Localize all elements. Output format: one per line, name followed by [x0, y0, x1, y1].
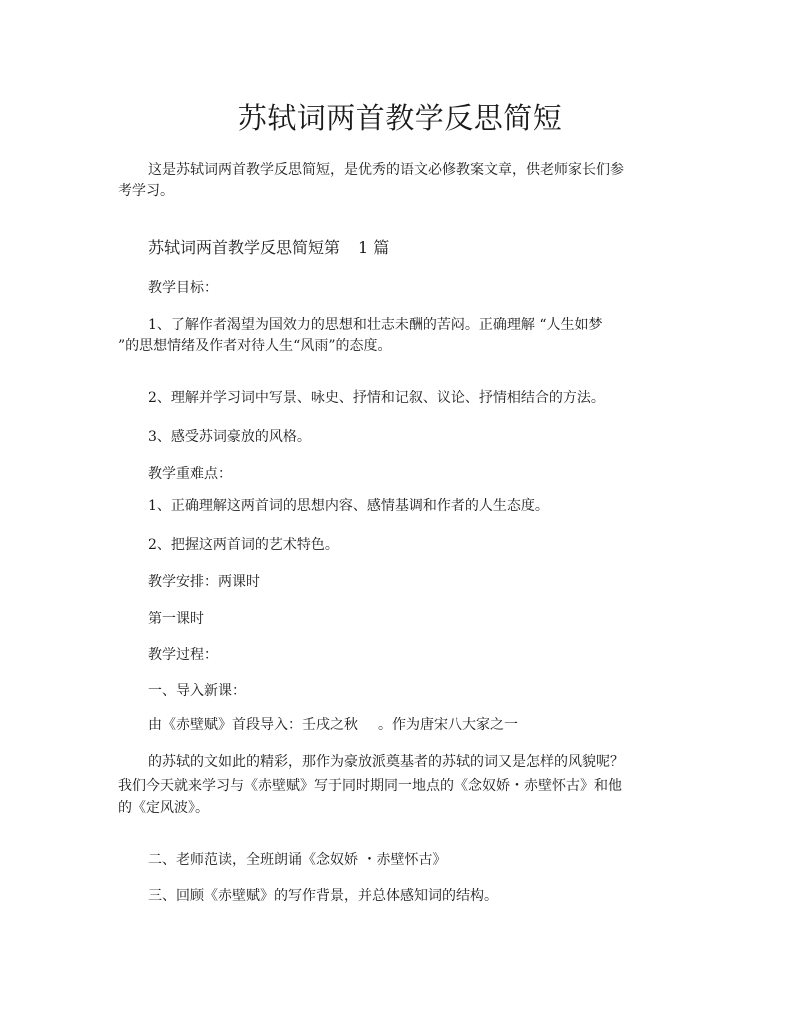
step-1: 一、导入新课： — [148, 683, 246, 699]
key-point-1: 1、正确理解这两首词的思想内容、感情基调和作者的人生态度。 — [148, 498, 549, 514]
paragraph-line-3: 的《定风波》。 — [118, 800, 209, 816]
section-title — [148, 236, 389, 260]
key-point-2: 2、把握这两首词的艺术特色。 — [148, 537, 339, 553]
intro-sentence — [148, 715, 518, 735]
intro-sentence-a: 由《赤壁赋》首段导入：壬戌之秋 — [148, 717, 358, 733]
process-heading: 教学过程： — [148, 647, 218, 663]
step-3: 三、回顾《赤壁赋》的写作背景，并总体感知词的结构。 — [148, 888, 498, 904]
goal-3: 3、感受苏词豪放的风格。 — [148, 429, 311, 445]
lesson-1-heading: 第一课时 — [148, 611, 204, 627]
paragraph-line-2: 我们今天就来学习与《赤壁赋》写于同时期同一地点的《念奴娇・赤壁怀古》和他 — [118, 778, 622, 794]
goal-1-line-2: ”的思想情绪及作者对待人生“风雨”的态度。 — [118, 338, 392, 354]
document-title: 苏轼词两首教学反思简短 — [237, 101, 563, 135]
step-2: 二、老师范读，全班朗诵《念奴娇 ・赤壁怀古》 — [148, 852, 447, 868]
paragraph-line-1: 的苏轼的文如此的精彩，那作为豪放派奠基者的苏轼的词又是怎样的风貌呢？ — [148, 754, 624, 770]
intro-line-1: 这是苏轼词两首教学反思简短，是优秀的语文必修教案文章，供老师家长们参 — [148, 162, 624, 178]
goals-heading: 教学目标： — [148, 280, 218, 296]
key-points-heading: 教学重难点： — [148, 466, 232, 482]
intro-line-2: 考学习。 — [118, 183, 174, 199]
schedule: 教学安排：两课时 — [148, 574, 260, 590]
intro-sentence-b: 。作为唐宋八大家之一 — [378, 717, 518, 733]
section-title-text: 苏轼词两首教学反思简短第 — [148, 238, 341, 257]
goal-2: 2、理解并学习词中写景、咏史、抒情和记叙、议论、抒情相结合的方法。 — [148, 390, 605, 406]
section-number: 1 篇 — [358, 238, 390, 257]
goal-1-line-1: 1、了解作者渴望为国效力的思想和壮志未酬的苦闷。正确理解 “人生如梦 — [148, 317, 603, 333]
